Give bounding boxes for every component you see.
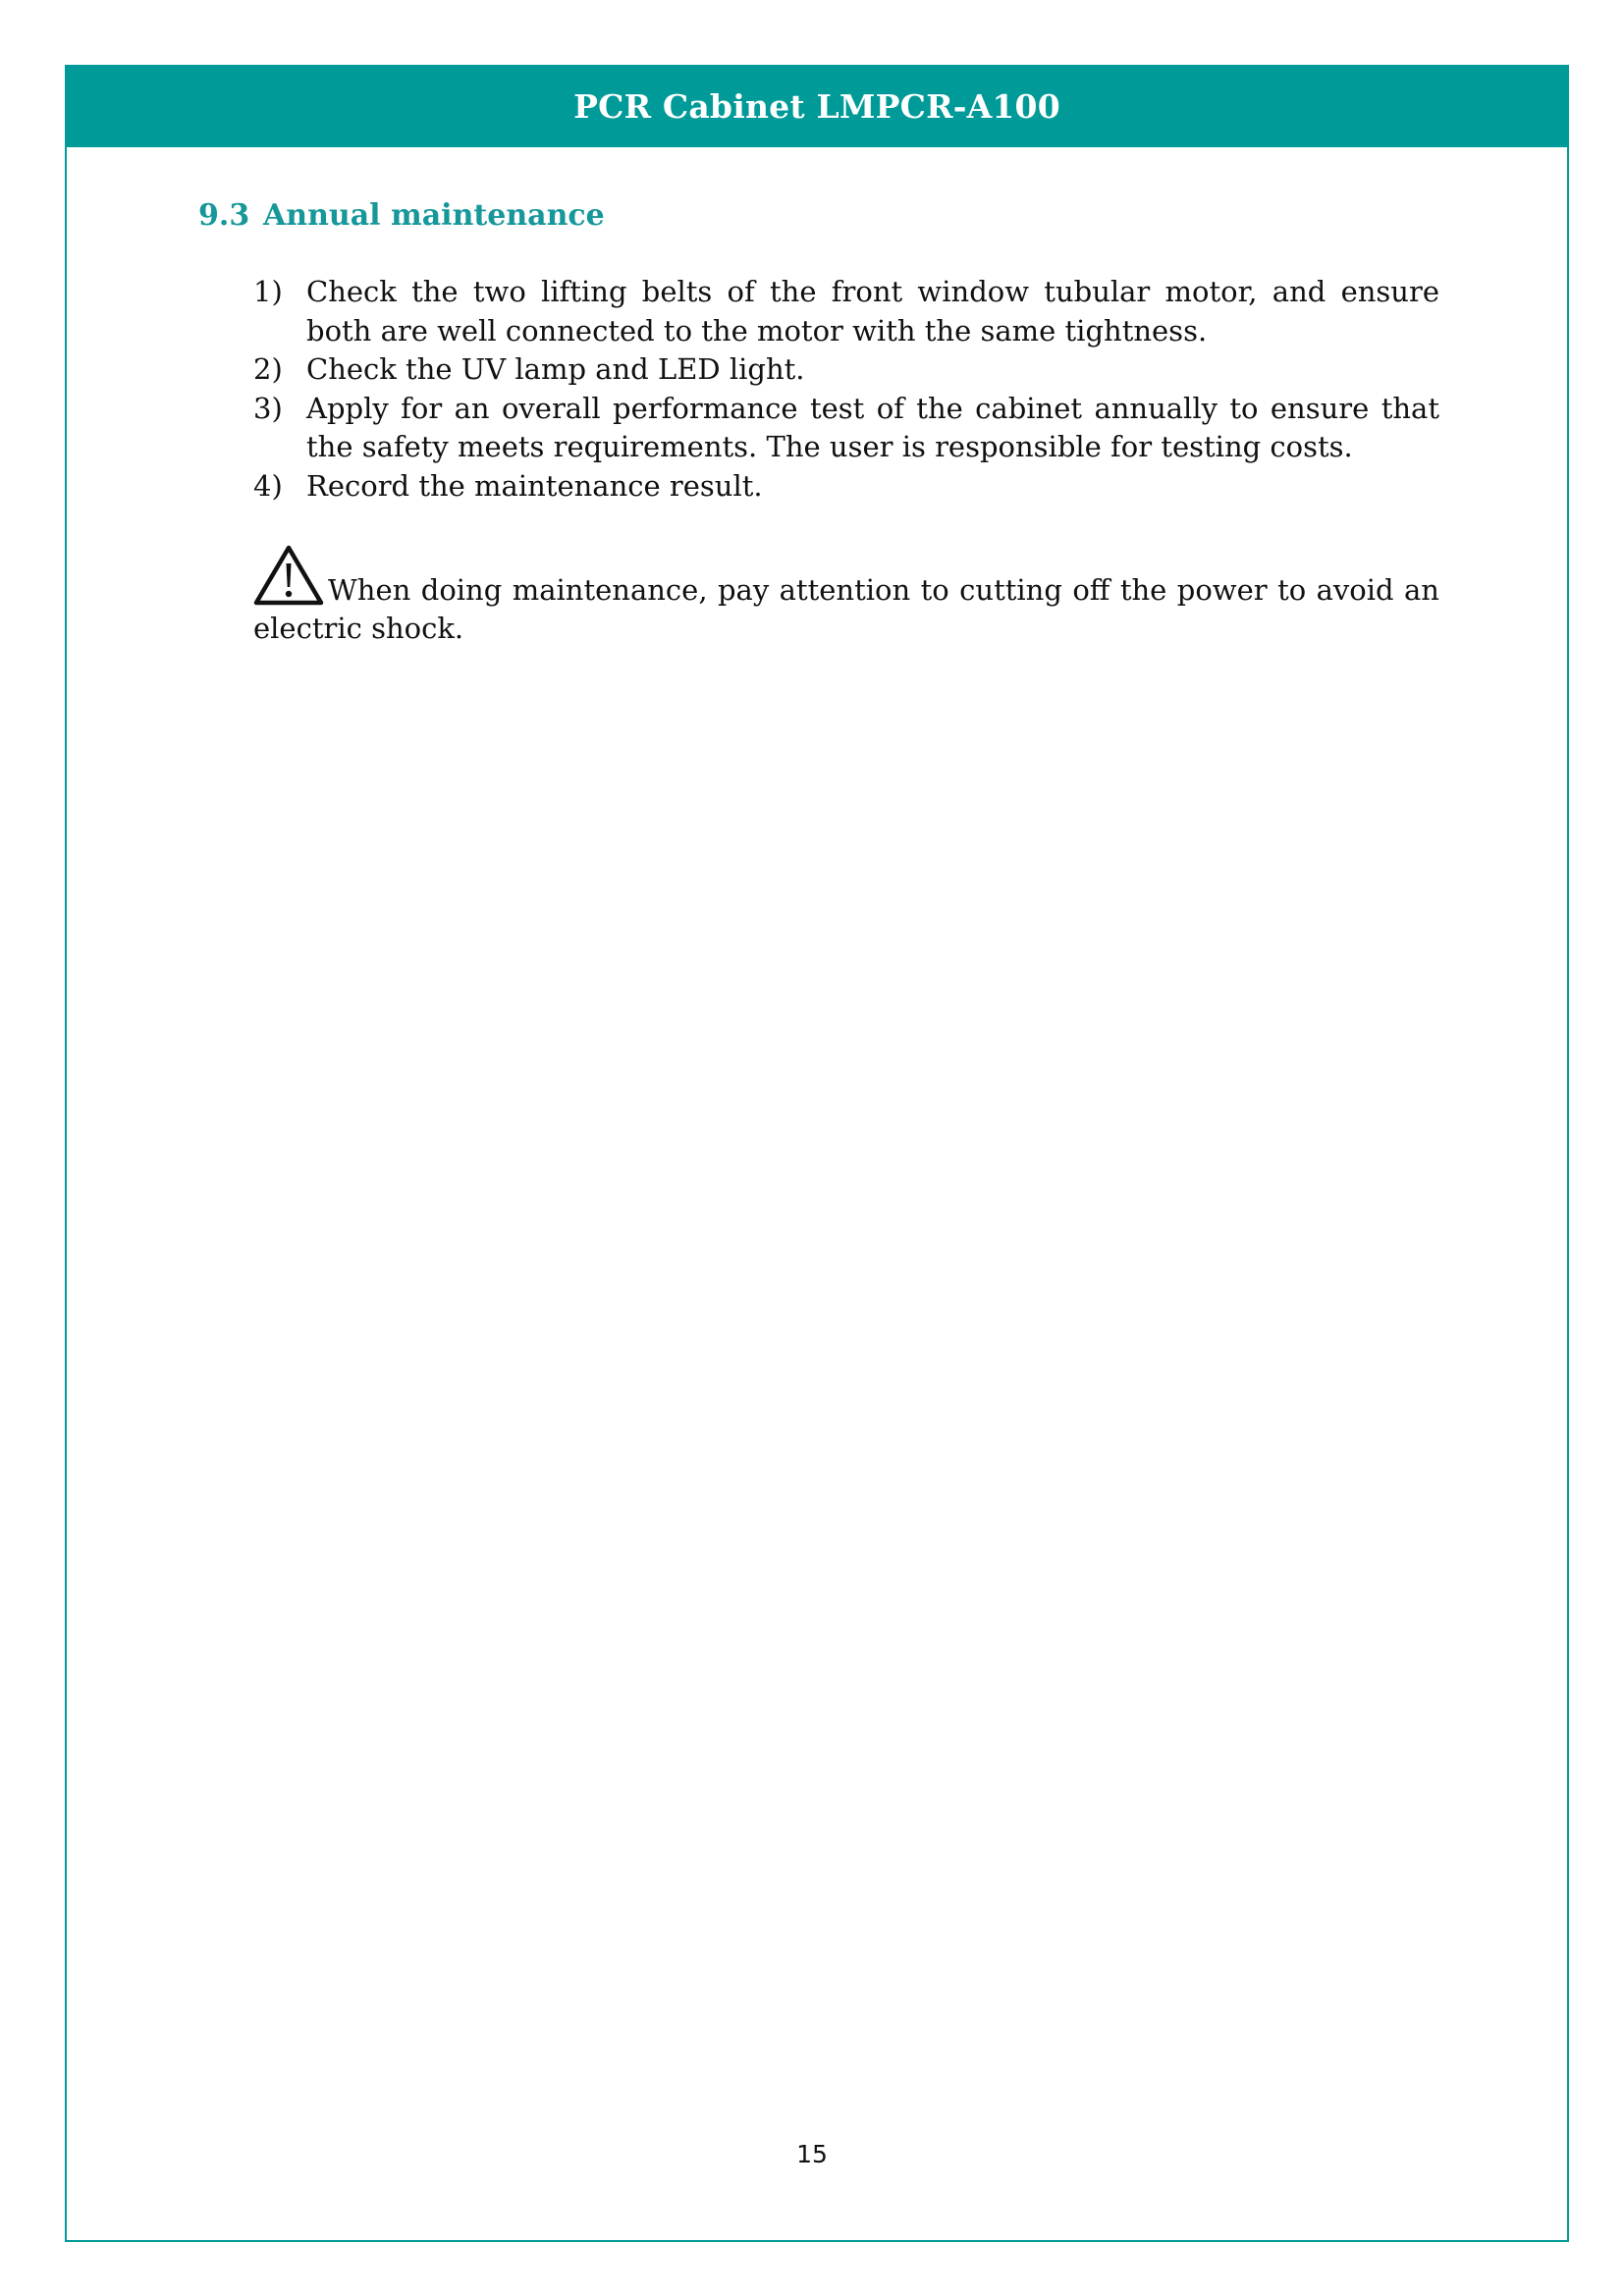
page-number: 15 — [796, 2140, 828, 2168]
step-text: Record the maintenance result. — [306, 468, 763, 503]
section-number: 9.3 — [198, 198, 250, 233]
step-number: 3) — [253, 391, 283, 425]
list-item — [253, 273, 1439, 350]
warning-triangle-icon — [253, 544, 324, 607]
maintenance-steps-list — [253, 273, 1439, 506]
list-item — [253, 350, 1439, 390]
list-item — [253, 467, 1439, 507]
step-text: Check the UV lamp and LED light. — [306, 352, 805, 386]
document-title: PCR Cabinet LMPCR-A100 — [573, 86, 1060, 126]
step-number: 4) — [253, 468, 283, 503]
warning-text: When doing maintenance, pay attention to cutting off the power to avoid an electric shock. — [253, 573, 1439, 645]
warning-note — [253, 544, 1439, 648]
section-heading — [198, 198, 605, 233]
section-title: Annual maintenance — [263, 198, 605, 233]
step-number: 2) — [253, 352, 283, 386]
header-bar — [65, 65, 1569, 147]
step-text: Apply for an overall performance test of the cabinet annually to ensure that the safety meets requirements. The user is responsible for testing costs. — [306, 391, 1439, 463]
step-number: 1) — [253, 275, 283, 308]
list-item — [253, 390, 1439, 467]
step-text: Check the two lifting belts of the front window tubular motor, and ensure both are well connected to the motor with the same tightness. — [306, 275, 1439, 347]
